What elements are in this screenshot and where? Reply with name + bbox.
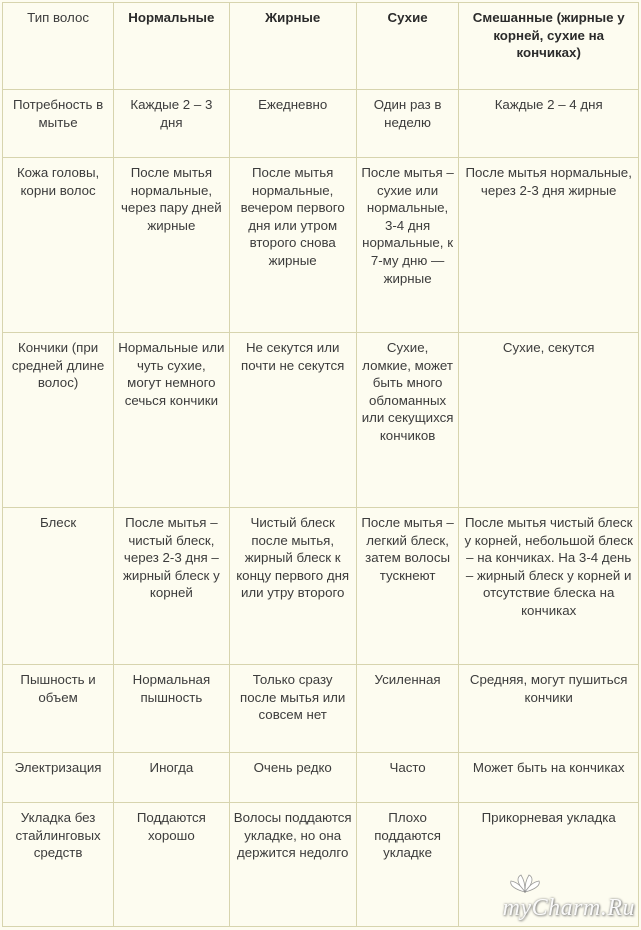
- table-cell: Плохо поддаются укладке: [356, 803, 459, 927]
- table-row: [3, 158, 639, 333]
- table-row: [3, 665, 639, 753]
- row-label: Блеск: [3, 508, 114, 665]
- table-cell: Чистый блеск после мытья, жирный блеск к концу первого дня или утру второго: [229, 508, 356, 665]
- table-cell: Часто: [356, 753, 459, 803]
- table-cell: После мытья – чистый блеск, через 2-3 дня – жирный блеск у корней: [114, 508, 229, 665]
- row-label: Кожа головы, корни волос: [3, 158, 114, 333]
- header-row: [3, 3, 639, 90]
- table-cell: Один раз в неделю: [356, 90, 459, 158]
- row-label: Укладка без стайлинговых средств: [3, 803, 114, 927]
- watermark-logo: myCharm.Ru: [502, 895, 635, 921]
- table-row: [3, 753, 639, 803]
- header-cell-oily: Жирные: [229, 3, 356, 90]
- table-row: [3, 90, 639, 158]
- table-cell: Ежедневно: [229, 90, 356, 158]
- table-row: [3, 333, 639, 508]
- table-cell: Усиленная: [356, 665, 459, 753]
- header-cell-normal: Нормальные: [114, 3, 229, 90]
- table-cell: Иногда: [114, 753, 229, 803]
- table-row: [3, 508, 639, 665]
- hair-types-table: [2, 2, 639, 927]
- table-cell: Прикорневая укладка: [459, 803, 639, 927]
- table-cell: Нормальные или чуть сухие, могут немного сечься кончики: [114, 333, 229, 508]
- table-cell: Сухие, ломкие, может быть много обломанных или секущихся кончиков: [356, 333, 459, 508]
- row-label: Пышность и объем: [3, 665, 114, 753]
- row-label: Электризация: [3, 753, 114, 803]
- table-cell: Сухие, секутся: [459, 333, 639, 508]
- table-cell: После мытья чистый блеск у корней, небольшой блеск – на кончиках. На 3-4 день – жирный блеск у корней и отсутствие блеска на кончиках: [459, 508, 639, 665]
- header-cell-type: Тип волос: [3, 3, 114, 90]
- table-cell: Поддаются хорошо: [114, 803, 229, 927]
- row-label: Потребность в мытье: [3, 90, 114, 158]
- table-cell: После мытья нормальные, через 2-3 дня жирные: [459, 158, 639, 333]
- table-cell: Нормальная пышность: [114, 665, 229, 753]
- table-cell: После мытья – сухие или нормальные, 3-4 дня нормальные, к 7-му дню — жирные: [356, 158, 459, 333]
- flower-logo-icon: [505, 872, 545, 896]
- table-cell: Каждые 2 – 4 дня: [459, 90, 639, 158]
- table-cell: Только сразу после мытья или совсем нет: [229, 665, 356, 753]
- header-cell-dry: Сухие: [356, 3, 459, 90]
- table-cell: Средняя, могут пушиться кончики: [459, 665, 639, 753]
- table-cell: Может быть на кончиках: [459, 753, 639, 803]
- table-cell: Очень редко: [229, 753, 356, 803]
- table-cell: После мытья – легкий блеск, затем волосы тускнеют: [356, 508, 459, 665]
- table-cell: После мытья нормальные, вечером первого дня или утром второго снова жирные: [229, 158, 356, 333]
- table-cell: Волосы поддаются укладке, но она держится недолго: [229, 803, 356, 927]
- table-cell: После мытья нормальные, через пару дней жирные: [114, 158, 229, 333]
- table-cell: Каждые 2 – 3 дня: [114, 90, 229, 158]
- table-cell: Не секутся или почти не секутся: [229, 333, 356, 508]
- header-cell-mixed: Смешанные (жирные у корней, сухие на кончиках): [459, 3, 639, 90]
- row-label: Кончики (при средней длине волос): [3, 333, 114, 508]
